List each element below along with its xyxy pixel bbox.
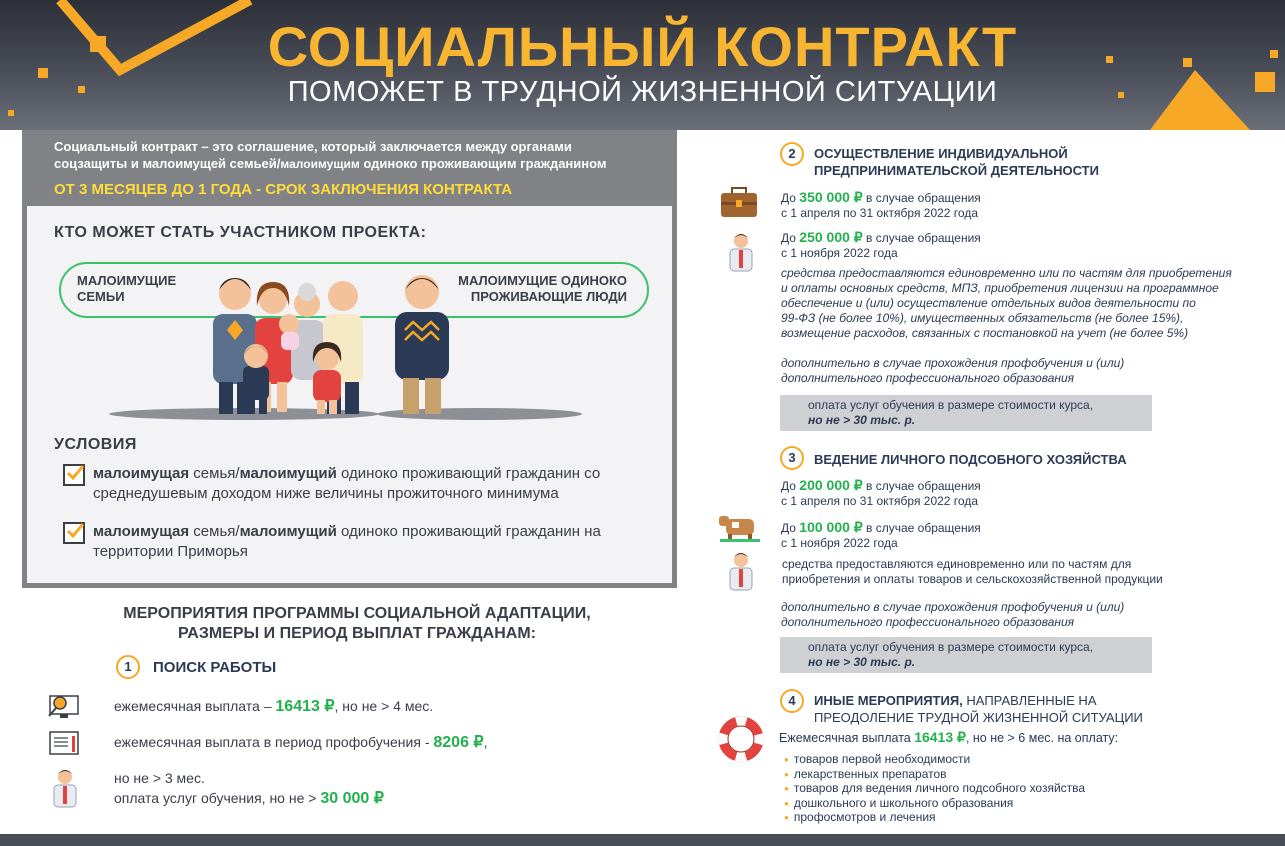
- section-2-description-line-2: и оплаты основных средств, МПЗ, приобретения лицензии на программное: [781, 281, 1219, 295]
- section-1-number: 1: [116, 655, 140, 679]
- list-item: ● товаров для ведения личного подсобного хозяйства: [784, 782, 1085, 797]
- section-2-description-line-5: возмещение расходов, связанных с постановкой на учет (не более 5%): [781, 326, 1189, 340]
- section-3-amount-1-prefix: До: [781, 479, 800, 493]
- section-1-row-1-prefix: ежемесячная выплата –: [114, 698, 276, 714]
- definition-line-2-bold: соцзащиты и малоимущей семьей/: [54, 156, 281, 171]
- condition-1-line-2: среднедушевым доходом ниже величины прожиточного минимума: [93, 485, 559, 502]
- section-2-extra-line-2: дополнительного профессионального образования: [781, 371, 1075, 385]
- section-3-description-line-1: средства предоставляются единовременно или по частям для: [782, 557, 1132, 571]
- section-3-training-bar-line-1: оплата услуг обучения в размере стоимости курса,: [808, 640, 1094, 654]
- section-3-amount-2-period: с 1 ноября 2022 года: [781, 536, 898, 550]
- section-3-extra: [781, 600, 1124, 630]
- section-3-amount-1-period: с 1 апреля по 31 октября 2022 года: [781, 494, 979, 508]
- section-3-amount-1-line-1: [781, 478, 981, 494]
- section-1-row-3: [114, 768, 384, 809]
- section-4-title-bold: ИНЫЕ МЕРОПРИЯТИЯ,: [814, 693, 963, 708]
- section-3-training-bar: [780, 637, 1152, 673]
- section-1-row-3-prefix: оплата услуг обучения, но не >: [114, 790, 321, 806]
- list-item: ● дошкольного и школьного образования: [784, 797, 1085, 812]
- section-2-amount-2: [781, 230, 981, 261]
- conditions-title: УСЛОВИЯ: [54, 436, 137, 453]
- section-4-title: [814, 692, 1143, 726]
- section-3-description: [782, 557, 1163, 587]
- condition-1-check: [63, 464, 85, 486]
- participants-box: [22, 206, 677, 588]
- person-icon: [726, 551, 756, 591]
- section-4-payment-suffix: , но не > 6 мес. на оплату:: [965, 731, 1119, 745]
- contract-term: ОТ 3 МЕСЯЦЕВ ДО 1 ГОДА - СРОК ЗАКЛЮЧЕНИЯ КОНТРАКТА: [54, 181, 513, 198]
- section-1-row-3-line-2: [114, 788, 384, 809]
- section-2-amount-1-period: с 1 апреля по 31 октября 2022 года: [781, 206, 979, 220]
- section-3-extra-line-2: дополнительного профессионального образования: [781, 615, 1075, 629]
- section-2-training-bar: [780, 395, 1152, 431]
- header-banner: [0, 0, 1285, 130]
- condition-2-text-2: одиноко проживающий гражданин на: [336, 523, 601, 540]
- section-3-amount-2: [781, 520, 981, 551]
- footer-bar: [0, 834, 1285, 846]
- section-1-title: ПОИСК РАБОТЫ: [153, 659, 277, 676]
- definition-line-1: Социальный контракт – это соглашение, который заключается между органами: [54, 139, 572, 154]
- section-3-title: ВЕДЕНИЕ ЛИЧНОГО ПОДСОБНОГО ХОЗЯЙСТВА: [814, 452, 1127, 467]
- condition-2-check: [63, 522, 85, 544]
- person-icon: [50, 768, 80, 808]
- section-4-title-rest: НАПРАВЛЕННЫЕ НА: [962, 693, 1097, 708]
- family-illustration: [207, 266, 367, 418]
- section-2-amount-2-value: 250 000 ₽: [799, 229, 863, 245]
- singles-label-line-1: МАЛОИМУЩИЕ ОДИНОКО: [458, 273, 627, 288]
- section-3-amount-2-suffix: в случае обращения: [862, 521, 981, 535]
- section-3-amount-1-suffix: в случае обращения: [862, 479, 981, 493]
- families-label-line-2: СЕМЬИ: [77, 289, 125, 304]
- section-4-list: [784, 753, 1085, 826]
- section-1-row-1-suffix: , но не > 4 мес.: [334, 698, 434, 714]
- person-icon: [726, 232, 756, 272]
- section-4-payment-prefix: Ежемесячная выплата: [779, 731, 915, 745]
- condition-1-text-2: одиноко проживающий гражданин со: [336, 465, 601, 482]
- section-1-row-3-amount: 30 000 ₽: [320, 790, 384, 807]
- section-1-row-2-prefix: ежемесячная выплата в период профобучения -: [114, 734, 434, 750]
- checkmark-icon: [66, 464, 84, 482]
- section-2-description-line-1: средства предоставляются единовременно или по частям для приобретения: [781, 266, 1232, 280]
- training-icon: [48, 730, 82, 756]
- section-2-description-line-3: обеспечение и (или) осуществление отдельных видов деятельности по: [781, 296, 1196, 310]
- condition-2: [93, 522, 633, 562]
- singles-label-line-2: ПРОЖИВАЮЩИЕ ЛЮДИ: [470, 289, 627, 304]
- job-search-icon: [46, 692, 80, 720]
- section-2-amount-1: [781, 190, 981, 221]
- single-person-illustration: [387, 270, 457, 418]
- section-3-amount-2-line-1: [781, 520, 981, 536]
- section-3-amount-2-prefix: До: [781, 521, 800, 535]
- section-2-title-line-1: ОСУЩЕСТВЛЕНИЕ ИНДИВИДУАЛЬНОЙ: [814, 146, 1068, 161]
- section-1-row-1-amount: 16413 ₽: [275, 698, 335, 715]
- section-1-row-2: [114, 732, 487, 753]
- section-3-description-line-2: приобретения и оплаты товаров и сельскохозяйственной продукции: [782, 572, 1163, 586]
- section-3-training-bar-line-2: но не > 30 тыс. р.: [808, 655, 916, 669]
- section-3-amount-1-value: 200 000 ₽: [799, 477, 863, 493]
- section-1-row-2-suffix: ,: [483, 734, 488, 750]
- families-label-line-1: МАЛОИМУЩИЕ: [77, 273, 177, 288]
- section-2-amount-2-suffix: в случае обращения: [862, 231, 981, 245]
- adaptation-title-line-2: РАЗМЕРЫ И ПЕРИОД ВЫПЛАТ ГРАЖДАНАМ:: [178, 625, 536, 642]
- briefcase-icon: [720, 186, 758, 218]
- condition-1: [93, 464, 633, 504]
- section-1-row-1: [114, 696, 433, 717]
- singles-label: [447, 273, 627, 305]
- section-4-payment: [779, 730, 1118, 746]
- definition-line-2-small: малоимущим: [280, 157, 360, 171]
- checkmark-icon: [66, 522, 84, 540]
- section-2-training-bar-line-1: оплата услуг обучения в размере стоимости курса,: [808, 398, 1094, 412]
- list-item: ● профосмотров и лечения: [784, 811, 1085, 826]
- adaptation-title-line-1: МЕРОПРИЯТИЯ ПРОГРАММЫ СОЦИАЛЬНОЙ АДАПТАЦИИ,: [123, 605, 591, 622]
- adaptation-title: [22, 604, 692, 644]
- page-title: СОЦИАЛЬНЫЙ КОНТРАКТ: [267, 15, 1018, 78]
- section-2-extra-line-1: дополнительно в случае прохождения профобучения и (или): [781, 356, 1125, 370]
- section-3-extra-line-1: дополнительно в случае прохождения профобучения и (или): [781, 600, 1125, 614]
- section-4-number: 4: [780, 689, 804, 713]
- condition-2-line-2: территории Приморья: [93, 543, 248, 560]
- list-item: ● товаров первой необходимости: [784, 753, 1085, 768]
- section-2-title: [814, 145, 1099, 179]
- section-2-amount-2-prefix: До: [781, 231, 800, 245]
- list-item: ● лекарственных препаратов: [784, 768, 1085, 783]
- condition-2-text-1: семья/: [189, 523, 240, 540]
- families-label: [77, 273, 176, 305]
- section-3-amount-1: [781, 478, 981, 509]
- section-3-amount-2-value: 100 000 ₽: [799, 519, 863, 535]
- section-2-title-line-2: ПРЕДПРИНИМАТЕЛЬСКОЙ ДЕЯТЕЛЬНОСТИ: [814, 163, 1099, 178]
- section-2-amount-2-line-1: [781, 230, 981, 246]
- section-2-description: [781, 266, 1232, 341]
- condition-1-bold-2: малоимущий: [239, 465, 337, 482]
- section-2-amount-1-prefix: До: [781, 191, 800, 205]
- definition-line-2-rest: одиноко проживающим гражданином: [359, 156, 607, 171]
- page-subtitle: ПОМОЖЕТ В ТРУДНОЙ ЖИЗНЕННОЙ СИТУАЦИИ: [287, 76, 998, 108]
- participants-title: КТО МОЖЕТ СТАТЬ УЧАСТНИКОМ ПРОЕКТА:: [54, 224, 427, 241]
- section-1-row-3-line-1: но не > 3 мес.: [114, 770, 205, 786]
- cow-icon: [718, 511, 760, 543]
- condition-1-text-1: семья/: [189, 465, 240, 482]
- section-2-amount-1-line-1: [781, 190, 981, 206]
- section-2-extra: [781, 356, 1124, 386]
- condition-2-bold-1: малоимущая: [93, 523, 190, 540]
- section-3-number: 3: [780, 446, 804, 470]
- section-4-title-line-2: ПРЕОДОЛЕНИЕ ТРУДНОЙ ЖИЗНЕННОЙ СИТУАЦИИ: [814, 710, 1143, 725]
- lifebuoy-icon: [718, 716, 764, 762]
- section-2-amount-2-period: с 1 ноября 2022 года: [781, 246, 898, 260]
- definition-box: [22, 130, 677, 206]
- section-2-description-line-4: 99-ФЗ (не более 10%), имущественных обязательств (не более 15%),: [781, 311, 1184, 325]
- condition-1-bold-1: малоимущая: [93, 465, 190, 482]
- section-2-amount-1-value: 350 000 ₽: [799, 189, 863, 205]
- definition-line-2: [54, 155, 645, 173]
- section-4-title-line-1: [814, 692, 1143, 709]
- section-2-number: 2: [780, 142, 804, 166]
- section-2-amount-1-suffix: в случае обращения: [862, 191, 981, 205]
- condition-2-bold-2: малоимущий: [239, 523, 337, 540]
- section-4-payment-amount: 16413 ₽: [914, 729, 966, 745]
- section-1-row-2-amount: 8206 ₽: [433, 734, 484, 751]
- section-2-training-bar-line-2: но не > 30 тыс. р.: [808, 413, 916, 427]
